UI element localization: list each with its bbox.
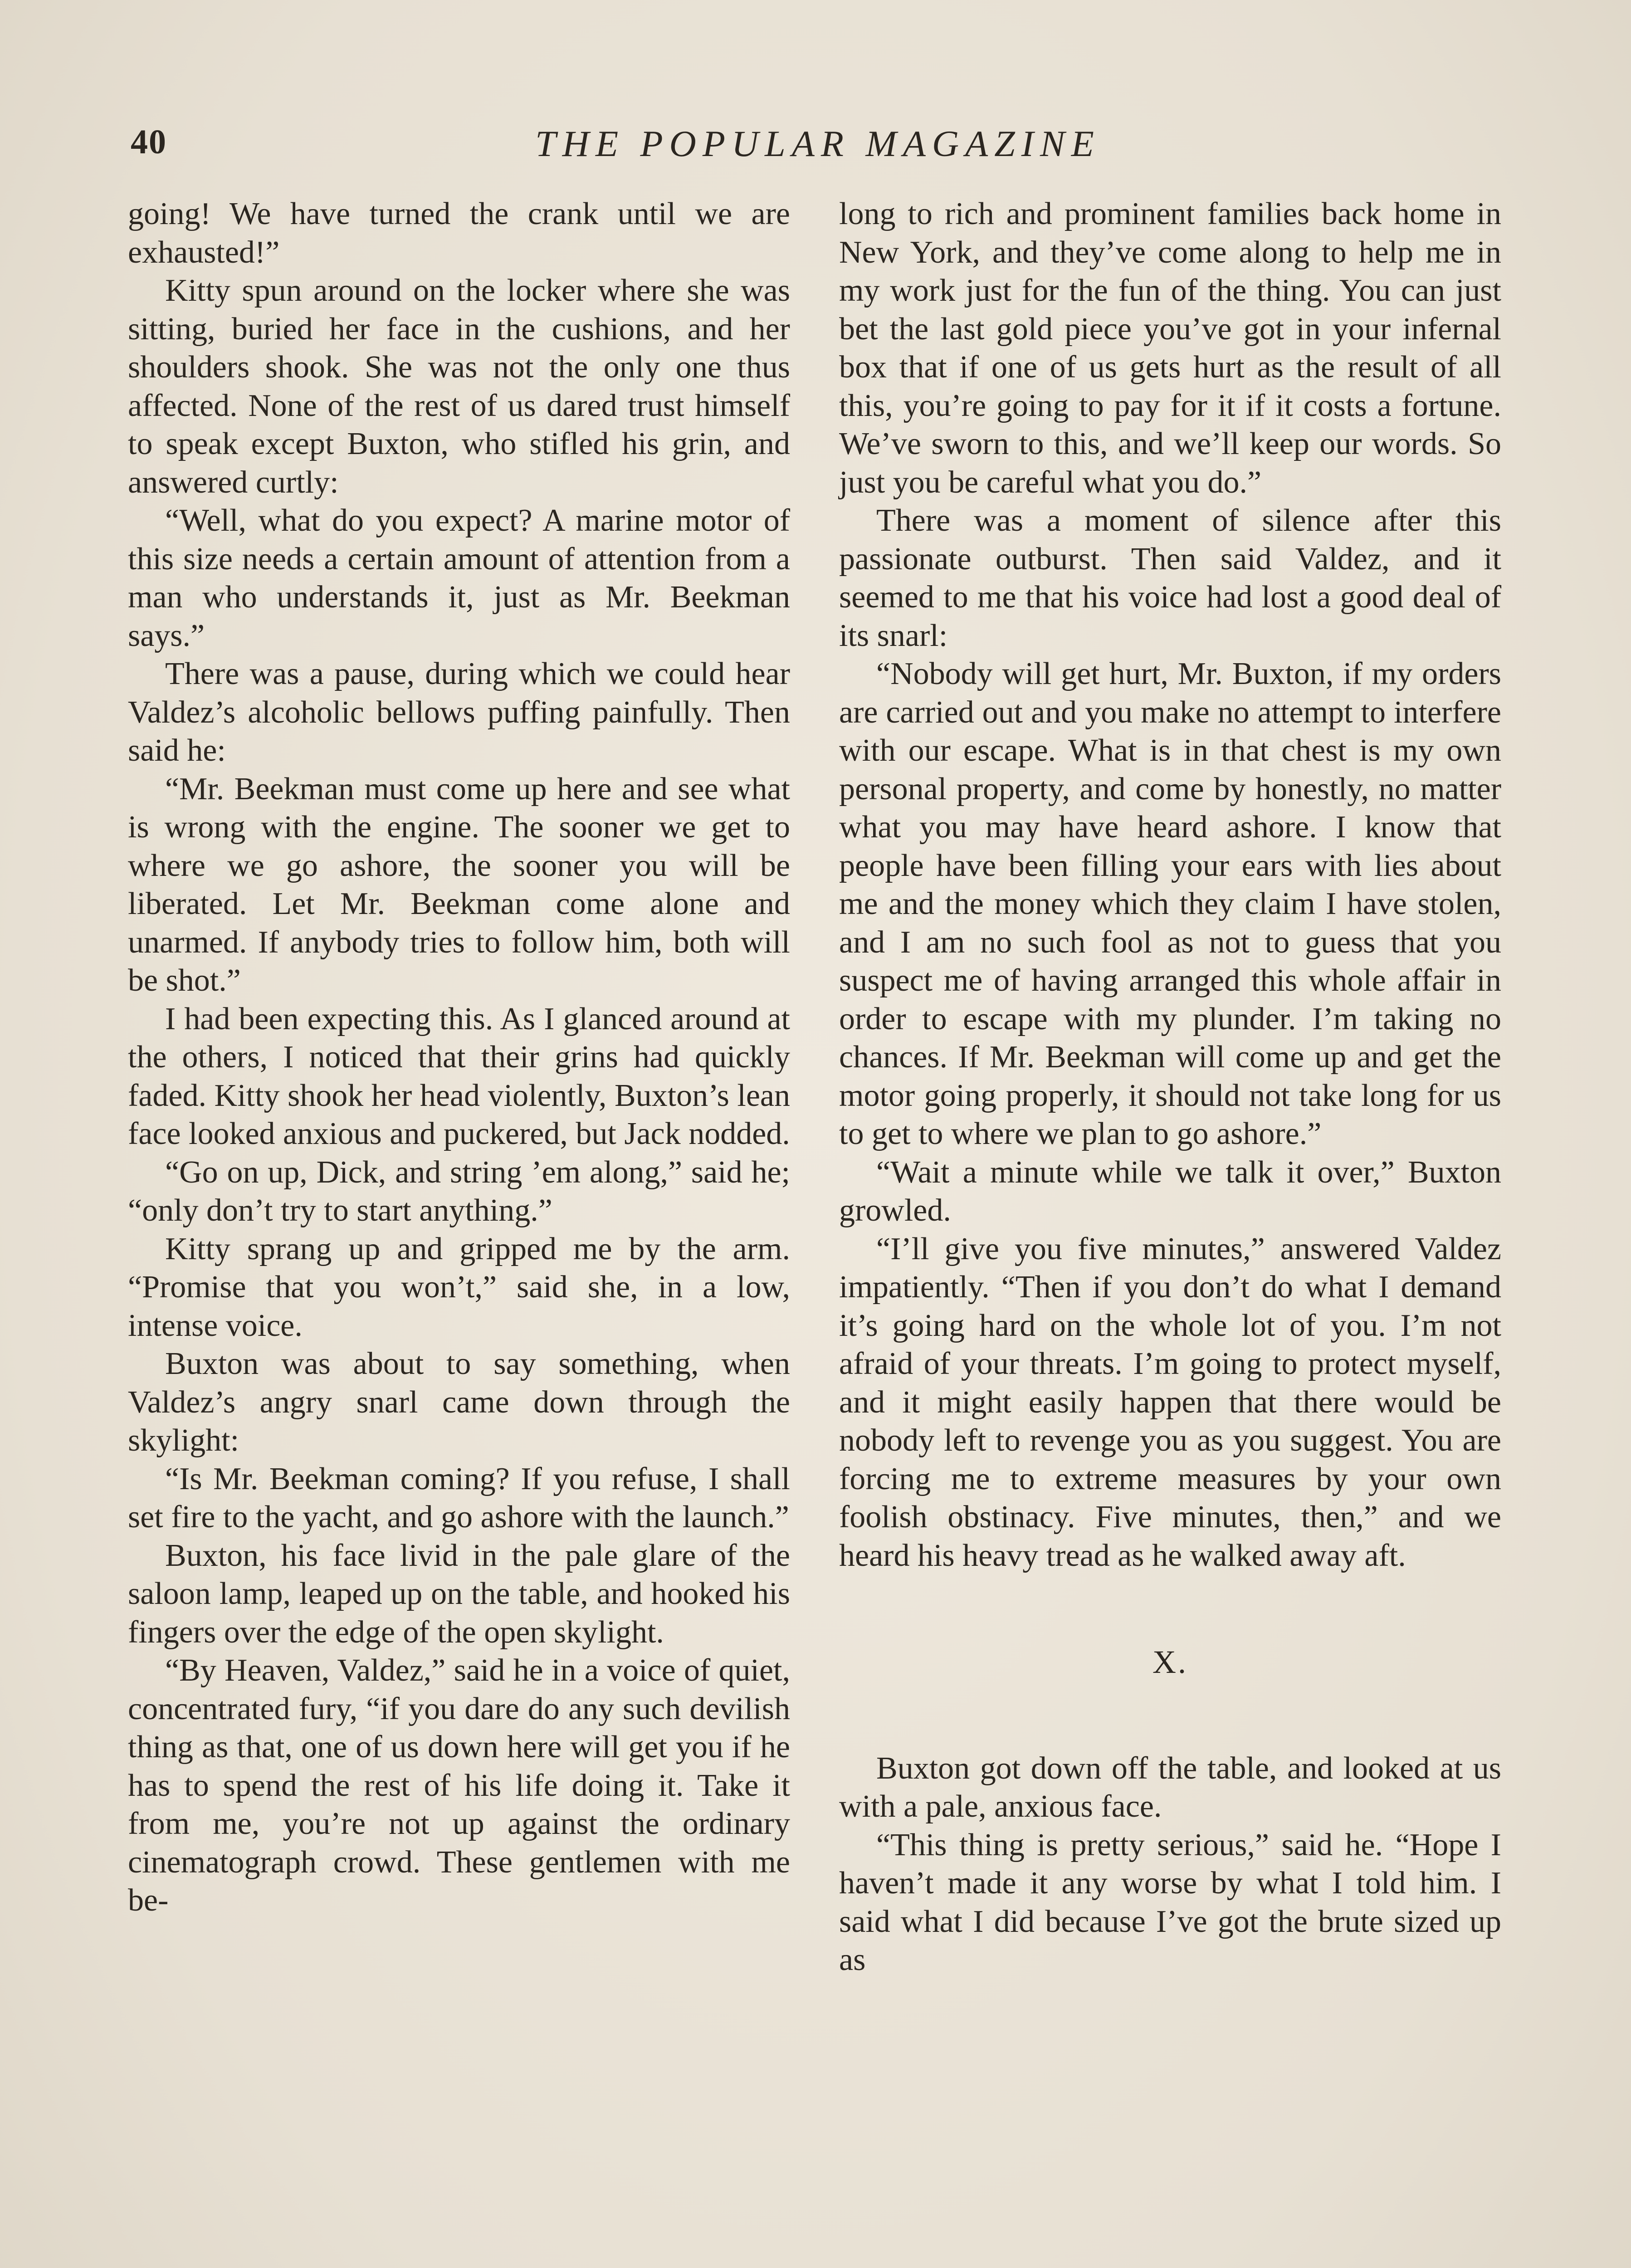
paragraph: There was a moment of silence after this passionate outburst. Then said Valdez, and it seemed to me that his voice had lost a good deal of its snarl: (839, 503, 1501, 653)
paragraph: Buxton got down off the table, and looked at us with a pale, anxious face. (839, 1750, 1501, 1824)
paragraph: “I’ll give you five minutes,” answered Valdez impatiently. “Then if you don’t do what I demand it’s going hard on the whole lot of you. I’m not afraid of your threats. I’m going to protect myself, and it might easily happen that there would be nobody left to revenge you as you suggest. You are forcing me to extreme measures by your own foolish obstinacy. Five minutes, then,” and we heard his heavy tread as he walked away aft. (839, 1231, 1501, 1573)
paragraph: “Nobody will get hurt, Mr. Buxton, if my orders are carried out and you make no attempt to interfere with our escape. What is in that chest is my own personal property, and come by honestly, no matter what you may have heard ashore. I know that people have been filling your ears with lies about me and the money which they claim I have stolen, and I am no such fool as not to guess that you suspect me of having arranged this whole affair in order to escape with my plunder. I’m taking no chances. If Mr. Beekman will come up and get the motor going properly, it should not take long for us to get to where we plan to go ashore.” (839, 656, 1501, 1151)
paragraph: “Well, what do you expect? A marine motor of this size needs a certain amount of attention from a man who understands it, just as Mr. Beekman says.” (128, 503, 790, 653)
left-text-column (128, 195, 790, 1920)
paragraph: long to rich and prominent families back home in New York, and they’ve come along to help me in my work just for the fun of the thing. You can just bet the last gold piece you’ve got in your infernal box that if one of us gets hurt as the result of all this, you’re going to pay for it if it costs a fortune. We’ve sworn to this, and we’ll keep our words. So just you be careful what you do.” (839, 196, 1501, 500)
paragraph: Buxton, his face livid in the pale glare of the saloon lamp, leaped up on the table, and hooked his fingers over the edge of the open skylight. (128, 1538, 790, 1650)
paragraph: I had been expecting this. As I glanced around at the others, I noticed that their grins had quickly faded. Kitty shook her head violently, Buxton’s lean face looked anxious and puckered, but Jack nodded. (128, 1001, 790, 1151)
right-column-before-section (839, 195, 1501, 1575)
paragraph: There was a pause, during which we could hear Valdez’s alcoholic bellows puffing painfully. Then said he: (128, 656, 790, 768)
right-text-column (839, 195, 1501, 1980)
paragraph: “Mr. Beekman must come up here and see what is wrong with the engine. The sooner we get to where we go ashore, the sooner you will be liberated. Let Mr. Beekman come alone and unarmed. If anybody tries to follow him, both will be shot.” (128, 771, 790, 998)
page-number: 40 (131, 123, 167, 161)
paragraph: “Wait a minute while we talk it over,” Buxton growled. (839, 1154, 1501, 1228)
running-title: THE POPULAR MAGAZINE (535, 123, 1100, 164)
page-header (131, 122, 1505, 172)
paragraph: going! We have turned the crank until we are exhausted!” (128, 196, 790, 270)
paragraph: Buxton was about to say something, when Valdez’s angry snarl came down through the skylight: (128, 1346, 790, 1458)
paragraph: Kitty spun around on the locker where she was sitting, buried her face in the cushions, and her shoulders shook. She was not the only one thus affected. None of the rest of us dared trust himself to speak except Buxton, who stifled his grin, and answered curtly: (128, 273, 790, 500)
right-column-after-section (839, 1750, 1501, 1980)
paragraph: “By Heaven, Valdez,” said he in a voice of quiet, concentrated fury, “if you dare do any such devilish thing as that, one of us down here will get you if he has to spend the rest of his life doing it. Take it from me, you’re not up against the ordinary cinematograph crowd. These gentlemen with me be- (128, 1653, 790, 1918)
paragraph: “Is Mr. Beekman coming? If you refuse, I shall set fire to the yacht, and go ashore with the launch.” (128, 1461, 790, 1535)
section-number: X. (1152, 1644, 1188, 1680)
paragraph: “This thing is pretty serious,” said he. “Hope I haven’t made it any worse by what I told him. I said what I did because I’ve got the brute sized up as (839, 1827, 1501, 1977)
paragraph: Kitty sprang up and gripped me by the arm. “Promise that you won’t,” said she, in a low, intense voice. (128, 1231, 790, 1343)
paragraph: “Go on up, Dick, and string ’em along,” said he; “only don’t try to start anything.” (128, 1154, 790, 1228)
